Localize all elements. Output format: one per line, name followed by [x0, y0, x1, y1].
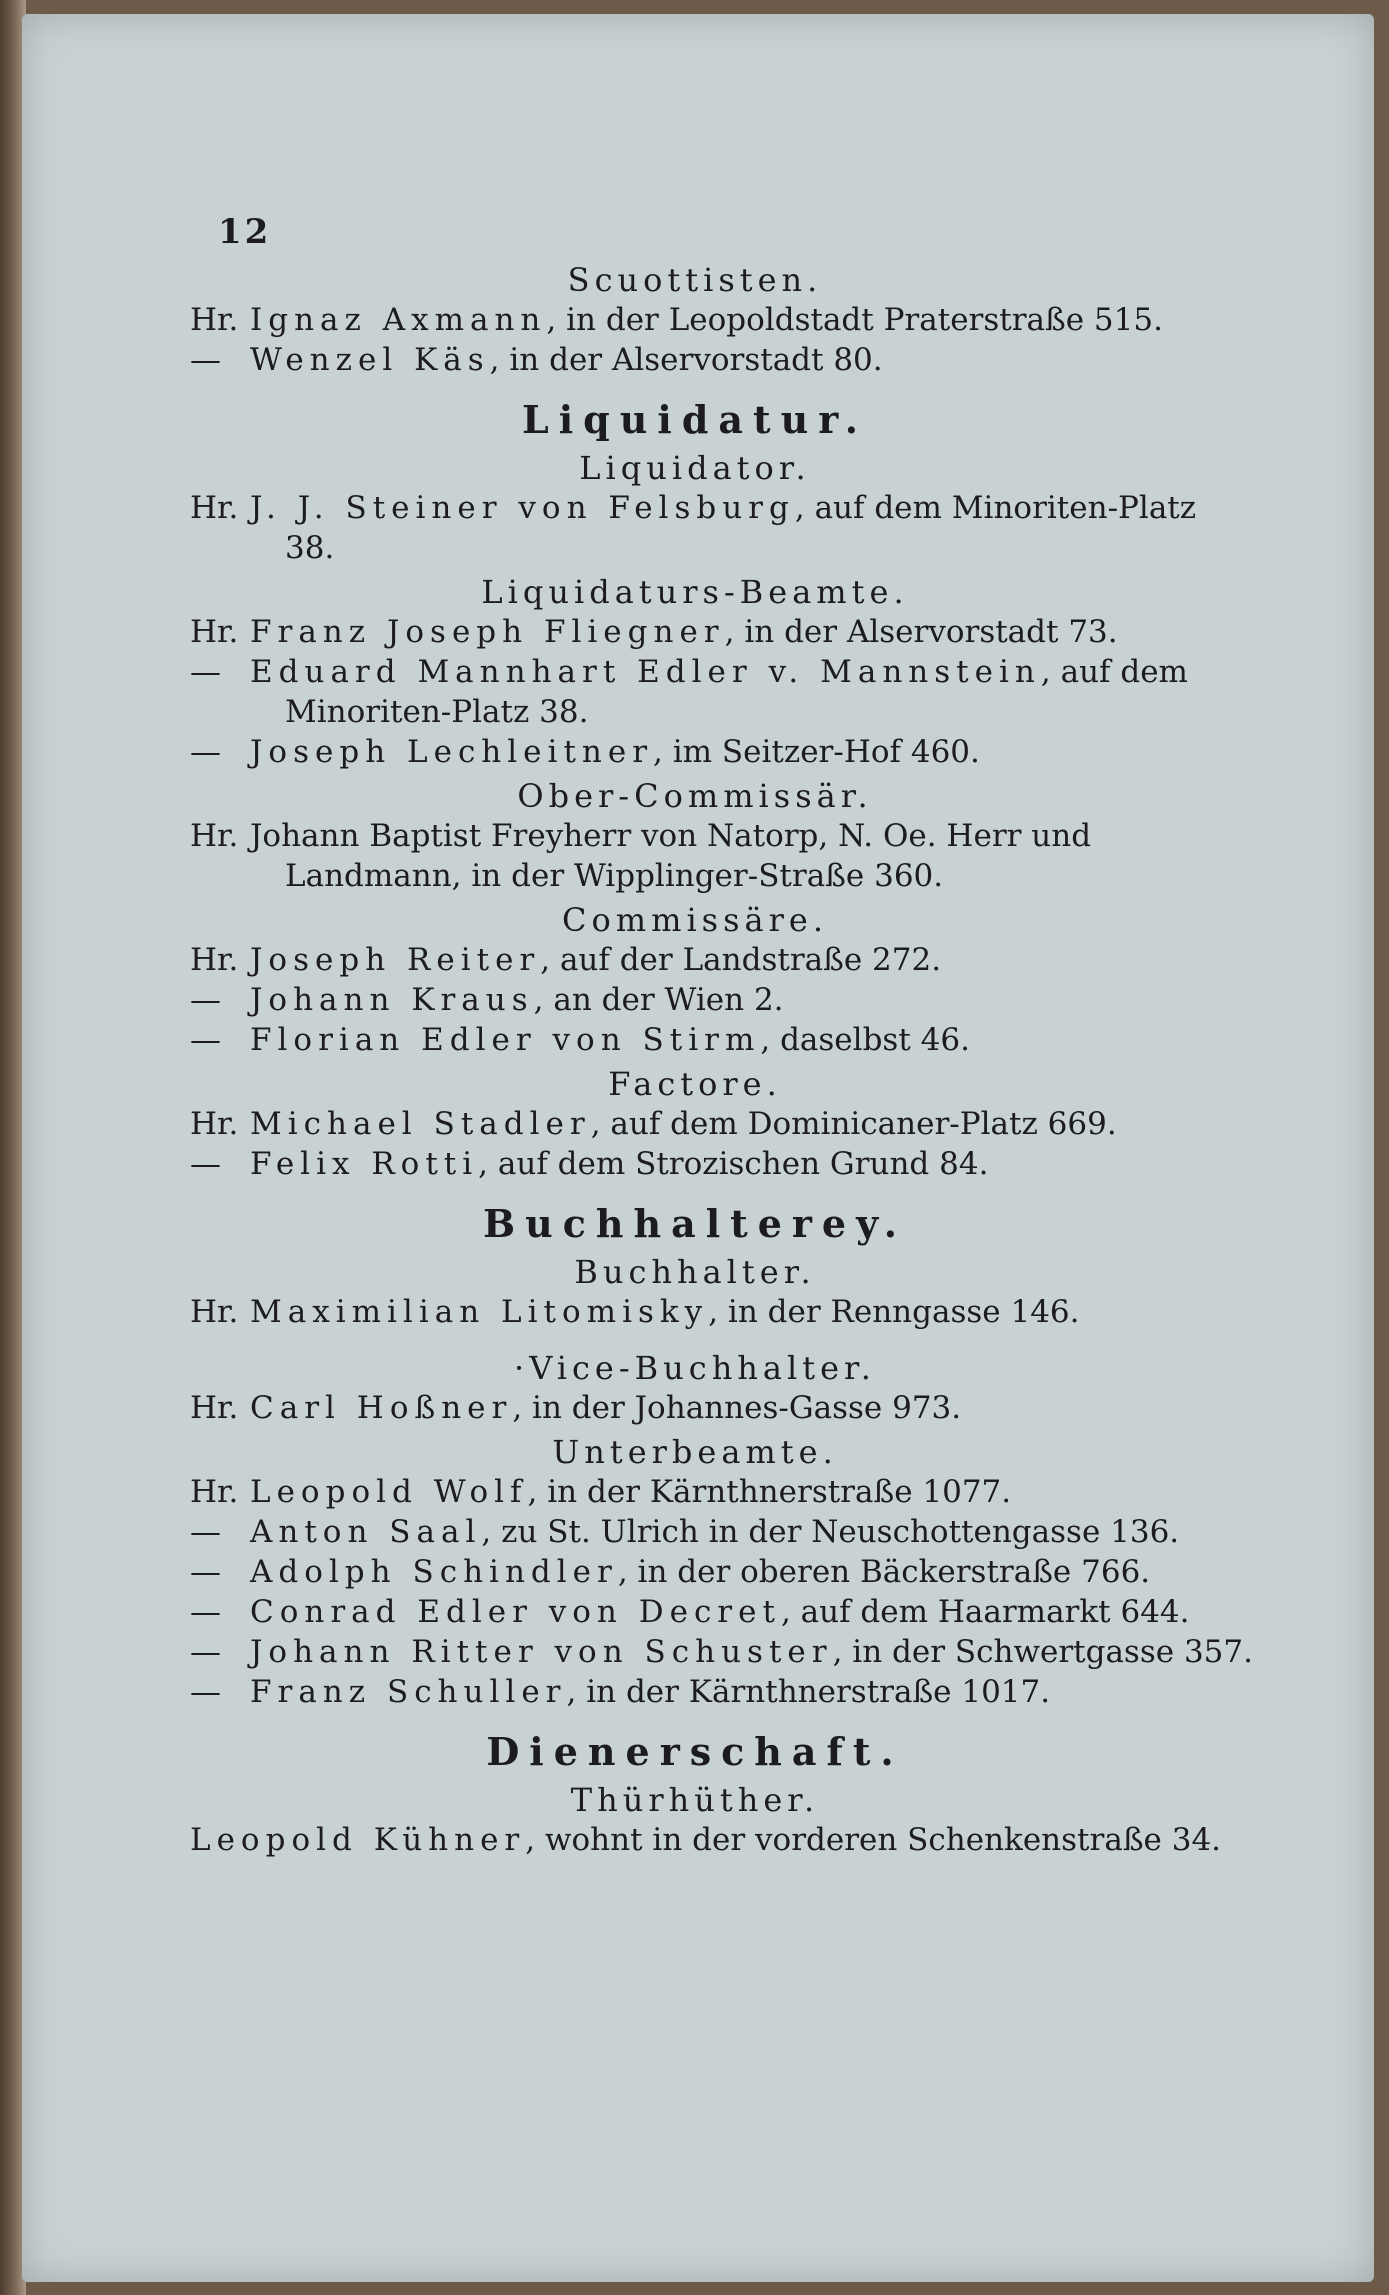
entry-name: Conrad Edler von Decret: [250, 1594, 781, 1630]
entry-address: , N. Oe. Herr und Landmann, in der Wipplinger-Straße 360.: [285, 818, 1092, 894]
entry-name: Johann Baptist Freyherr von Natorp: [250, 818, 819, 854]
subheading-unterbeamte: Unterbeamte.: [552, 1433, 838, 1471]
entry: [190, 1592, 1200, 1632]
entry-address: , wohnt in der vorderen Schenkenstraße 34.: [525, 1822, 1222, 1858]
entry-address: , in der Alservorstadt 80.: [489, 342, 883, 378]
entry-name: Leopold Kühner: [190, 1822, 526, 1858]
entry-name: Johann Ritter von Schuster: [250, 1634, 833, 1670]
entry-name: Joseph Reiter: [250, 942, 541, 978]
entry-address: , in der Alservorstadt 73.: [724, 614, 1118, 650]
entry-address: , auf dem Minoriten-Platz 38.: [285, 490, 1197, 566]
entry-lead: Hr.: [190, 1106, 239, 1142]
entry: [190, 1020, 1200, 1060]
entry-address: , auf dem Dominicaner-Platz 669.: [590, 1106, 1117, 1142]
entry-lead: Hr.: [190, 1390, 239, 1426]
entry: [190, 612, 1200, 652]
entry: [190, 1552, 1200, 1592]
entry: [190, 1292, 1200, 1332]
entry-address: , in der Kärnthnerstraße 1077.: [527, 1474, 1012, 1510]
entry-name: Wenzel Käs: [250, 342, 490, 378]
entry-name: J. J. Steiner von Felsburg: [250, 490, 795, 526]
entry-lead: —: [190, 342, 221, 378]
entry: [190, 1144, 1200, 1184]
entry-lead: Hr.: [190, 1474, 239, 1510]
subheading-factore: Factore.: [608, 1065, 782, 1103]
entry: [190, 652, 1200, 732]
entry-address: , zu St. Ulrich in der Neuschottengasse 136.: [481, 1514, 1180, 1550]
subheading-liquidaturs-beamte: Liquidaturs-Beamte.: [481, 573, 909, 611]
entry-name: Franz Schuller: [250, 1674, 567, 1710]
entry-lead: Hr.: [190, 490, 239, 526]
entry-lead: —: [190, 654, 221, 690]
entry: [190, 1820, 1222, 1860]
entry-name: Felix Rotti: [250, 1146, 479, 1182]
entry-address: , an der Wien 2.: [533, 982, 784, 1018]
subheading-thuerhuether: Thürhüther.: [570, 1781, 820, 1819]
entry-lead: —: [190, 1146, 221, 1182]
entry-name: Adolph Schindler: [250, 1554, 618, 1590]
entry-address: , in der Kärnthnerstraße 1017.: [566, 1674, 1051, 1710]
entry-name: Carl Hoßner: [250, 1390, 513, 1426]
entry-lead: Hr.: [190, 942, 239, 978]
entry: [190, 732, 1200, 772]
section-title-buchhalterey: Buchhalterey.: [482, 1201, 908, 1246]
entry-lead: —: [190, 1514, 221, 1550]
entry-address: , in der Leopoldstadt Praterstraße 515.: [546, 302, 1163, 338]
section-title-dienerschaft: Dienerschaft.: [486, 1729, 904, 1774]
entry-address: , auf dem Minoriten-Platz 38.: [285, 654, 1188, 730]
entry-lead: —: [190, 1022, 221, 1058]
entry-lead: —: [190, 1594, 221, 1630]
entry-lead: Hr.: [190, 614, 239, 650]
entry: [190, 1632, 1253, 1672]
page-number: 12: [218, 212, 272, 252]
entry: [190, 1472, 1200, 1512]
entry-address: , in der Renngasse 146.: [708, 1294, 1080, 1330]
entry-name: Anton Saal: [250, 1514, 482, 1550]
entry-lead: —: [190, 982, 221, 1018]
entry: [190, 340, 1200, 380]
entry-address: , auf der Landstraße 272.: [540, 942, 942, 978]
entry-name: Joseph Lechleitner: [250, 734, 654, 770]
entry-name: Leopold Wolf: [250, 1474, 528, 1510]
entry-lead: —: [190, 1554, 221, 1590]
page-text: [190, 200, 1253, 1860]
subheading-buchhalter: Buchhalter.: [574, 1253, 816, 1291]
entry: [190, 940, 1200, 980]
entry: [190, 1388, 1200, 1428]
entry: [190, 488, 1200, 568]
subheading-commissaere: Commissäre.: [562, 901, 828, 939]
entry-lead: Hr.: [190, 302, 239, 338]
entry: [190, 1512, 1200, 1552]
entry-name: Eduard Mannhart Edler v. Mannstein: [250, 654, 1041, 690]
entry-name: Ignaz Axmann: [250, 302, 547, 338]
section-heading-scuottisten: Scuottisten.: [567, 261, 823, 299]
entry-name: Franz Joseph Fliegner: [250, 614, 725, 650]
entry-lead: —: [190, 1634, 221, 1670]
entry-lead: Hr.: [190, 1294, 239, 1330]
entry-name: Maximilian Litomisky: [250, 1294, 709, 1330]
entry-name: Michael Stadler: [250, 1106, 591, 1142]
section-title-liquidatur: Liquidatur.: [522, 397, 868, 442]
entry: [190, 300, 1200, 340]
entry-lead: —: [190, 1674, 221, 1710]
subheading-liquidator: Liquidator.: [579, 449, 811, 487]
entry-lead: Hr.: [190, 818, 239, 854]
entry: [190, 980, 1200, 1020]
entry-address: , auf dem Strozischen Grund 84.: [478, 1146, 989, 1182]
entry-address: , auf dem Haarmarkt 644.: [780, 1594, 1190, 1630]
entry-address: , daselbst 46.: [760, 1022, 970, 1058]
entry-lead: —: [190, 734, 221, 770]
subheading-ober-commissaer: Ober-Commissär.: [517, 777, 873, 815]
entry: [190, 1104, 1200, 1144]
entry-address: , im Seitzer-Hof 460.: [653, 734, 980, 770]
entry-address: , in der Johannes-Gasse 973.: [512, 1390, 962, 1426]
entry: [190, 1672, 1200, 1712]
subheading-vice-buchhalter: ·Vice-Buchhalter.: [514, 1349, 876, 1387]
entry-address: , in der oberen Bäckerstraße 766.: [617, 1554, 1151, 1590]
entry-name: Johann Kraus: [250, 982, 534, 1018]
entry-name: Florian Edler von Stirm: [250, 1022, 761, 1058]
entry: [190, 816, 1200, 896]
entry-address: , in der Schwertgasse 357.: [832, 1634, 1253, 1670]
